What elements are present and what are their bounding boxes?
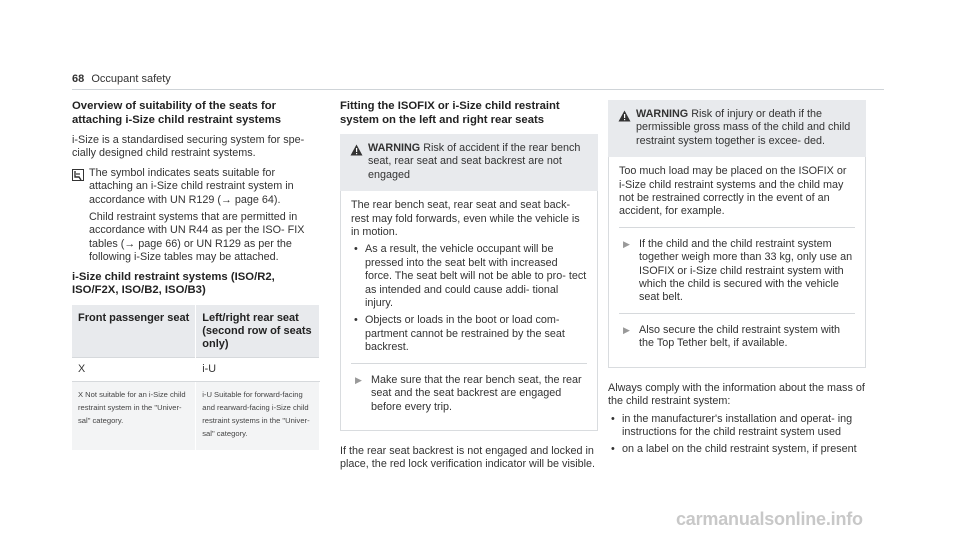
- warning-bullets: [351, 243, 587, 354]
- mass-info-intro: Always comply with the information about the mass of the child restraint system:: [608, 381, 865, 408]
- panel-divider: [619, 313, 855, 314]
- action-step: [619, 324, 855, 351]
- play-arrow-icon: ▶: [623, 238, 630, 249]
- isize-symbol-text: The symbol indicates seats suitable for attaching an i-Size child restraint system in accordance with UN R129 (→ page 64).: [89, 166, 294, 206]
- play-arrow-icon: ▶: [355, 374, 362, 385]
- isize-intro: i-Size is a standardised securing system for spe- cially designed child restraint systems.: [72, 134, 305, 160]
- list-item: • in the manufacturer's installation and operat- ing instructions for the child restraint system used: [608, 413, 866, 440]
- warning-panel: [608, 157, 866, 367]
- page-number: 68: [72, 73, 85, 85]
- table-footnote-row: [72, 381, 320, 450]
- header-rule: [72, 89, 884, 90]
- heading-fitting-isofix: Fitting the ISOFIX or i-Size child restraint system on the left and right rear seats: [340, 100, 560, 126]
- warning-body: The rear bench seat, rear seat and seat back- rest may fold forwards, even while the vehicle is in motion.: [351, 199, 580, 239]
- play-arrow-icon: ▶: [623, 324, 630, 335]
- isize-seat-icon: [72, 167, 89, 186]
- column-right: [608, 100, 866, 461]
- isize-permitted-text: Child restraint systems that are permitted in accordance with UN R44 as per the ISO- FIX tables (→ page 66) or UN R129 as per the following i-Size tables may be attached.: [89, 211, 305, 264]
- panel-divider: [619, 227, 855, 228]
- footnote-iu: i-U Suitable for forward-facing and rearward-facing i-Size child restraint systems in the "Univer- sal" category.: [196, 381, 320, 450]
- page-header: [72, 73, 171, 85]
- mass-info-bullets: [608, 413, 866, 457]
- action-text: If the child and the child restraint system together weigh more than 33 kg, only use an ISOFIX or i-Size child restraint system with which the child is secured with the vehicle seat belt.: [639, 237, 853, 304]
- warning-message: Risk of injury or death if the permissible gross mass of the child and child restraint system together is excee- ded.: [636, 108, 851, 147]
- action-text: Make sure that the rear bench seat, the rear seat and the seat backrest are engaged before every trip.: [371, 373, 582, 413]
- list-item: • As a result, the vehicle occupant will be pressed into the seat belt with increased force. The seat belt will not be able to pro- tect as intended and could cause addi- tional injury.: [351, 243, 587, 310]
- table-cell-rear: i-U: [196, 357, 320, 381]
- section-title: Occupant safety: [91, 73, 171, 85]
- table-header-rear-seat: Left/right rear seat (second row of seats only): [196, 305, 320, 358]
- table-row: [72, 357, 320, 381]
- warning-label: WARNING: [636, 108, 689, 120]
- list-item: • Objects or loads in the boot or load com- partment cannot be restrained by the seat backrest.: [351, 314, 587, 354]
- column-middle: [340, 100, 598, 472]
- isize-suitability-table: [72, 305, 320, 450]
- warning-body: Too much load may be placed on the ISOFIX or i-Size child restraint systems and the child may not be restrained correctly in the event of an accident, for example.: [619, 165, 847, 218]
- heading-suitability-overview: Overview of suitability of the seats for attaching i-Size child restraint systems: [72, 100, 282, 126]
- column-left: [72, 100, 320, 450]
- warning-box: [608, 100, 866, 157]
- footnote-x: X Not suitable for an i-Size child restraint system in the "Univer- sal" category.: [72, 381, 196, 450]
- mass-info-note: [608, 382, 866, 457]
- warning-box: [340, 134, 598, 191]
- panel-divider: [351, 363, 587, 364]
- list-item: • on a label on the child restraint system, if present: [608, 443, 866, 456]
- warning-label: WARNING: [368, 142, 421, 154]
- lock-indicator-note: If the rear seat backrest is not engaged and locked in place, the red lock verification indicator will be visible.: [340, 444, 596, 471]
- table-header-front-passenger: Front passenger seat: [72, 305, 196, 358]
- warning-triangle-icon: [618, 108, 636, 127]
- isize-symbol-row: [72, 167, 320, 207]
- warning-text: [636, 108, 856, 148]
- table-cell-front: X: [72, 357, 196, 381]
- warning-triangle-icon: [350, 142, 368, 161]
- warning-panel: [340, 191, 598, 431]
- heading-isize-systems: i-Size child restraint systems (ISO/R2, ISO/F2X, ISO/B2, ISO/B3): [72, 270, 275, 297]
- warning-text: [368, 142, 588, 182]
- action-step: [619, 238, 855, 305]
- action-text: Also secure the child restraint system with the Top Tether belt, if available.: [639, 323, 841, 350]
- watermark: carmanualsonline.info: [676, 509, 863, 529]
- warning-message: Risk of accident if the rear bench seat, rear seat and seat backrest are not engaged: [368, 142, 581, 181]
- action-step: [351, 374, 587, 414]
